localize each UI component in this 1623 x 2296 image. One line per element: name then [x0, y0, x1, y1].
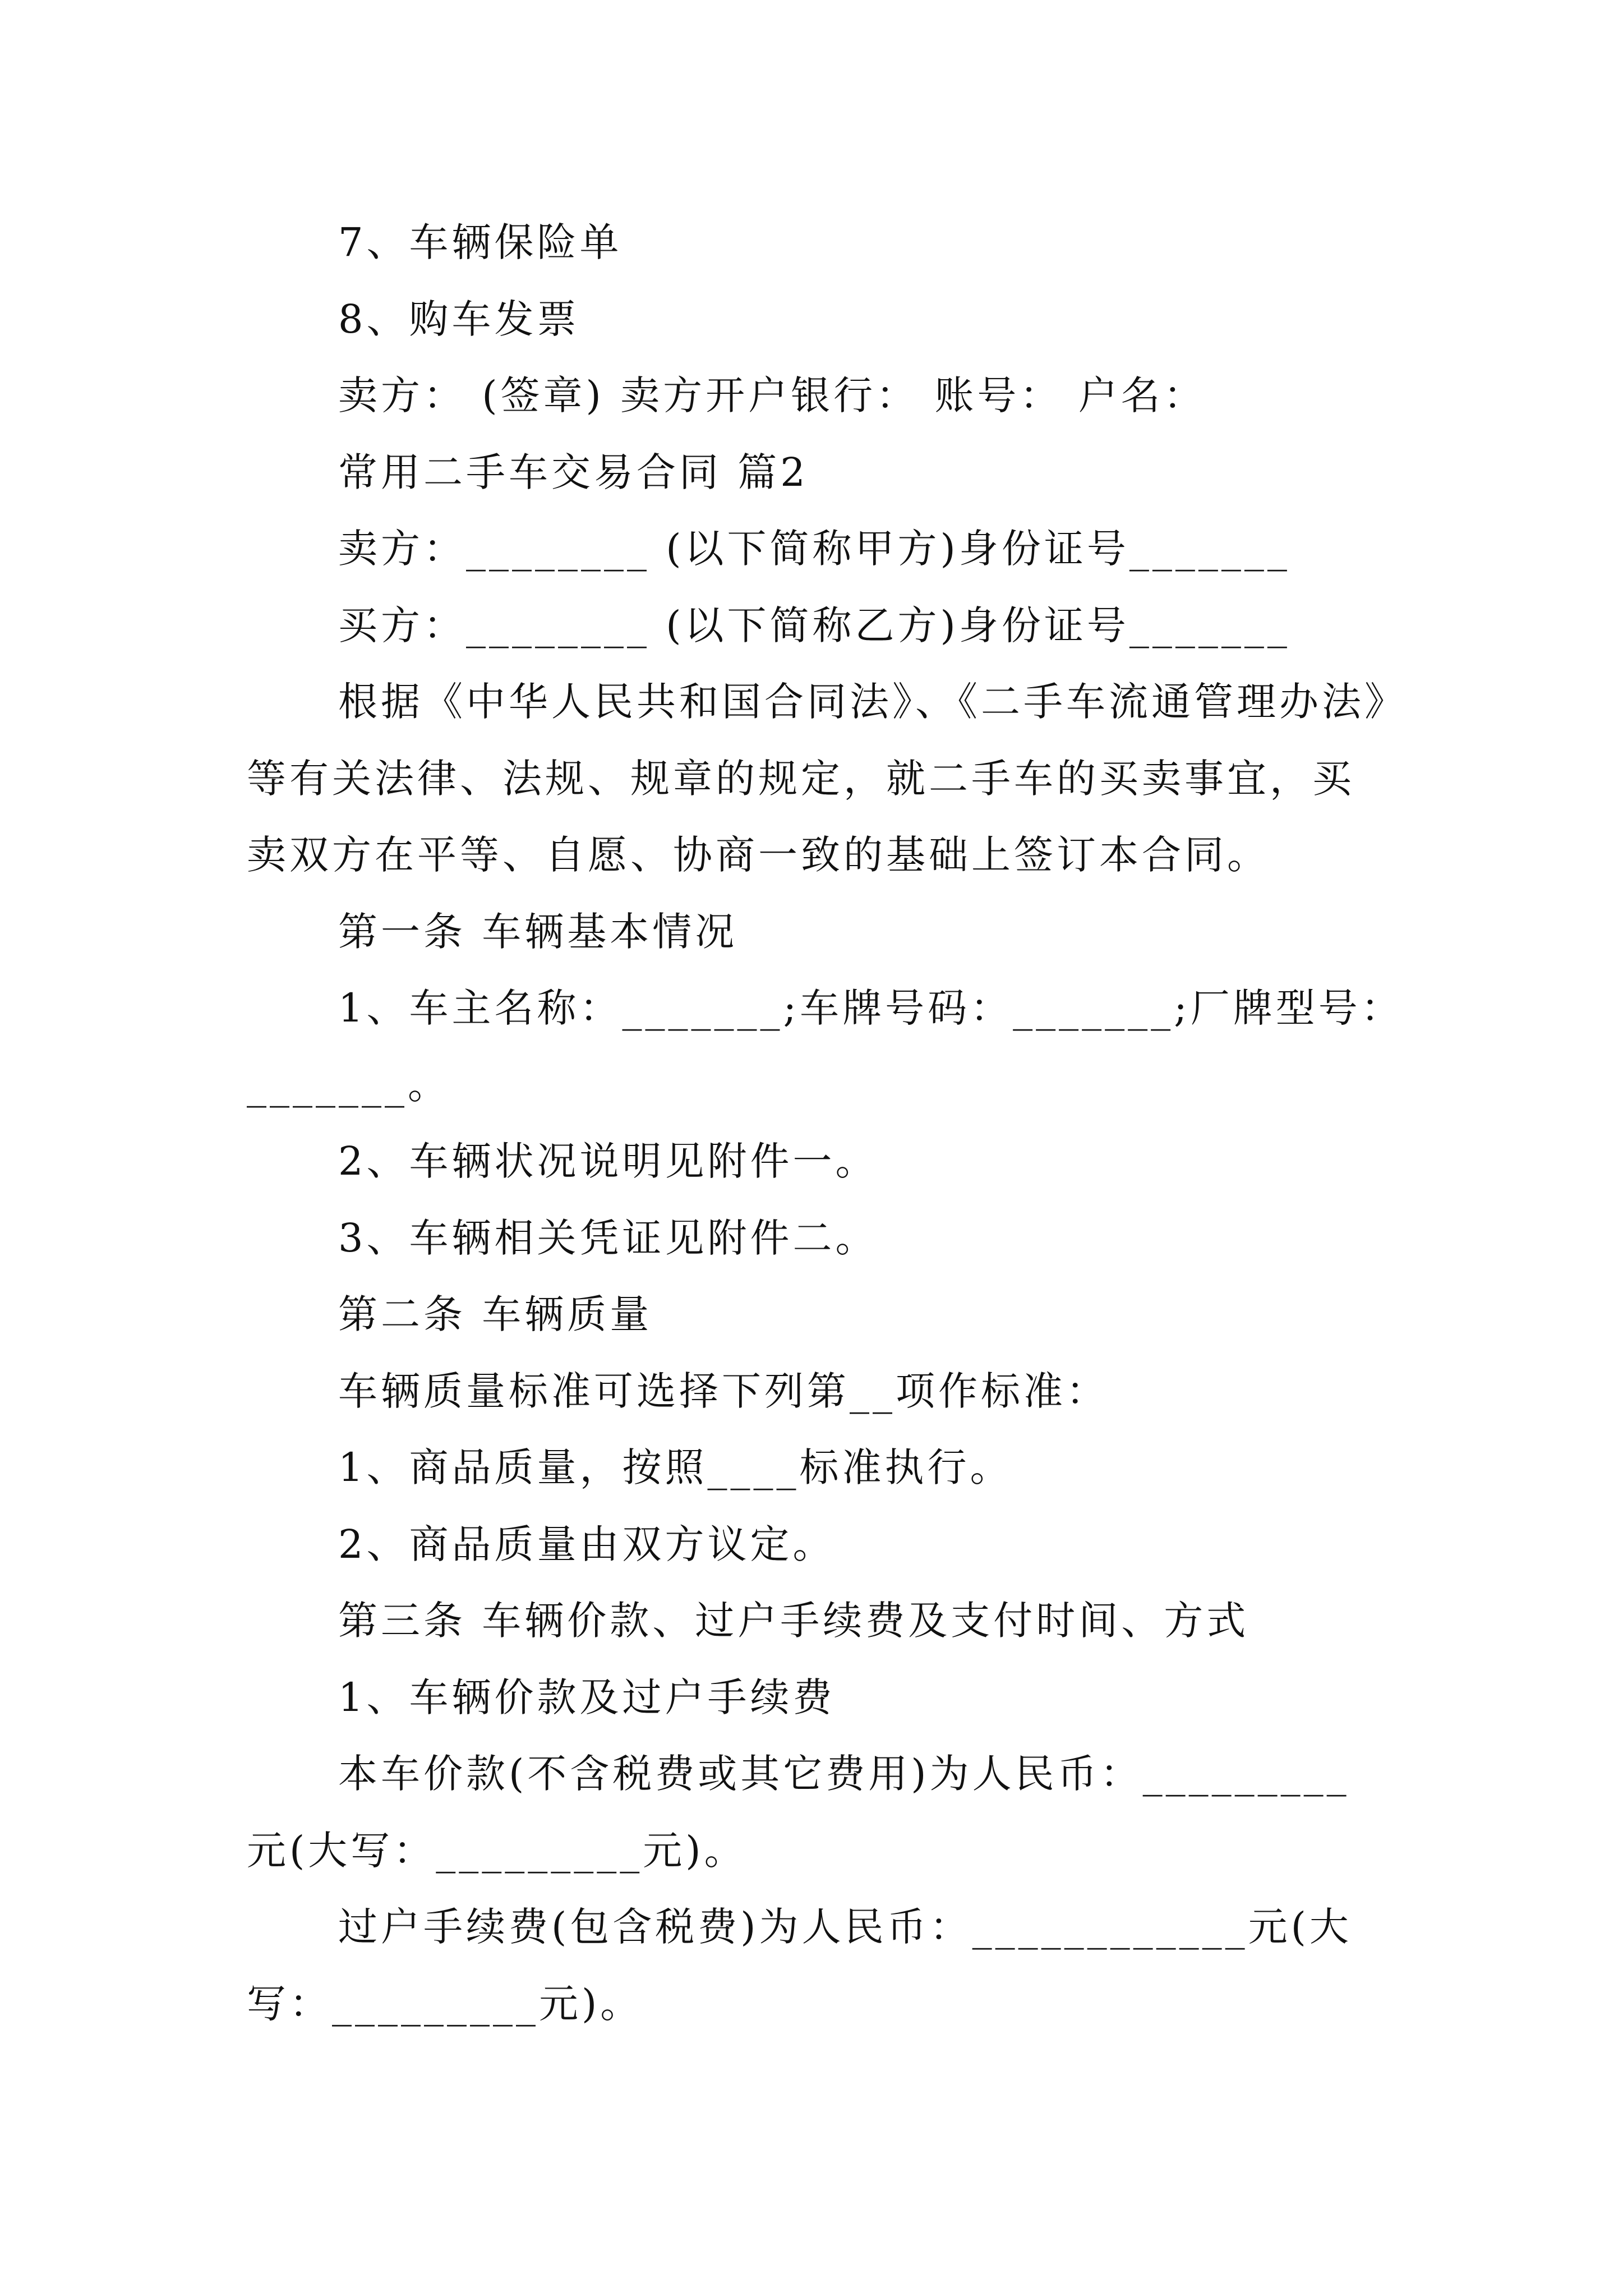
paragraph-line: 车辆质量标准可选择下列第__项作标准： [338, 1368, 1109, 1414]
article-heading: 第一条 车辆基本情况 [338, 909, 738, 955]
seller-signature-line: 卖方： (签章) 卖方开户银行： 账号： 户名： [338, 372, 1206, 418]
paragraph-line: 本车价款(不含税费或其它费用)为人民币：_________ [338, 1751, 1350, 1797]
paragraph-line: 2、车辆状况说明见附件一。 [338, 1138, 878, 1184]
paragraph-line: _______。 [247, 1062, 450, 1108]
paragraph-line: 3、车辆相关凭证见附件二。 [338, 1215, 878, 1261]
paragraph-line: 1、商品质量，按照____标准执行。 [338, 1444, 1013, 1490]
paragraph-line: 写：_________元)。 [247, 1981, 643, 2027]
paragraph-line: 根据《中华人民共和国合同法》、《二手车流通管理办法》 [338, 679, 1407, 725]
buyer-line: 买方：________ (以下简称乙方)身份证号_______ [338, 602, 1290, 648]
article-heading: 第三条 车辆价款、过户手续费及支付时间、方式 [338, 1598, 1249, 1644]
paragraph-line: 1、车主名称：_______;车牌号码：_______;厂牌型号： [338, 985, 1404, 1031]
paragraph-line: 2、商品质量由双方议定。 [338, 1521, 836, 1567]
paragraph-line: 过户手续费(包含税费)为人民币：____________元(大 [338, 1904, 1352, 1950]
paragraph-line: 1、车辆价款及过户手续费 [338, 1674, 836, 1720]
paragraph-line: 元(大写：_________元)。 [247, 1828, 747, 1874]
section-title: 常用二手车交易合同 篇2 [338, 449, 809, 495]
list-item-insurance: 7、车辆保险单 [338, 219, 623, 265]
list-item-invoice: 8、购车发票 [338, 296, 580, 342]
article-heading: 第二条 车辆质量 [338, 1291, 653, 1337]
paragraph-line: 卖双方在平等、自愿、协商一致的基础上签订本合同。 [247, 832, 1270, 878]
paragraph-line: 等有关法律、法规、规章的规定，就二手车的买卖事宜，买 [247, 756, 1355, 802]
seller-line: 卖方：________ (以下简称甲方)身份证号_______ [338, 526, 1290, 572]
